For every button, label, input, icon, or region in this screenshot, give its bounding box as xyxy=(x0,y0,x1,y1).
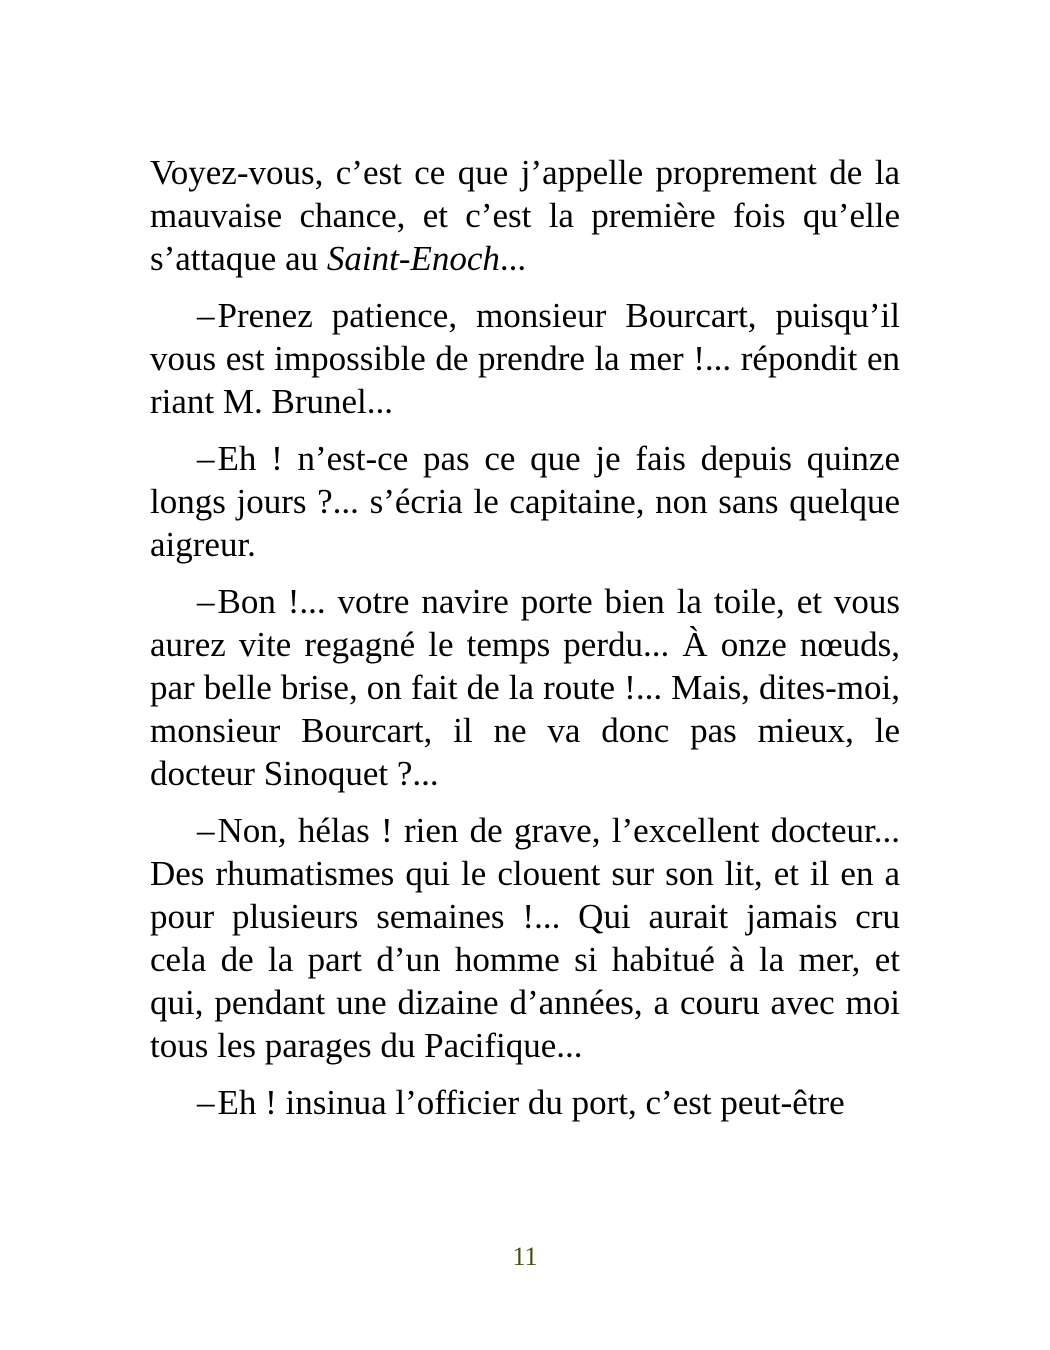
dialogue-dash: – xyxy=(197,582,215,621)
paragraph-1 xyxy=(150,151,900,280)
paragraph-1-text-before: Voyez-vous, c’est ce que j’appelle proprement de la mauvaise chance, et c’est la première fois qu’elle s’attaque au xyxy=(150,153,900,278)
paragraph-2 xyxy=(150,294,900,423)
dialogue-dash: – xyxy=(197,811,215,850)
paragraph-5-text: Non, hélas ! rien de grave, l’excellent docteur... Des rhumatismes qui le clouent sur son lit, et il en a pour plusieurs semaines !... Qui aurait jamais cru cela de la part d’un homme si habitué à la mer, et qui, pendant une dizaine d’années, a couru avec moi tous les parages du Pacifique... xyxy=(150,811,900,1065)
dialogue-dash: – xyxy=(197,439,215,478)
paragraph-3 xyxy=(150,437,900,566)
paragraph-3-text: Eh ! n’est-ce pas ce que je fais depuis quinze longs jours ?... s’écria le capitaine, non sans quelque aigreur. xyxy=(150,439,900,564)
dialogue-dash: – xyxy=(197,1083,215,1122)
dialogue-dash: – xyxy=(197,296,215,335)
paragraph-6-text: Eh ! insinua l’officier du port, c’est peut-être xyxy=(217,1083,845,1122)
paragraph-2-text: Prenez patience, monsieur Bourcart, puisqu’il vous est impossible de prendre la mer !... répondit en riant M. Brunel... xyxy=(150,296,900,421)
paragraph-6 xyxy=(150,1081,900,1124)
paragraph-4-text: Bon !... votre navire porte bien la toile, et vous aurez vite regagné le temps perdu... À onze nœuds, par belle brise, on fait de la route !... Mais, dites-moi, monsieur Bourcart, il ne va donc pas mieux, le docteur Sinoquet ?... xyxy=(150,582,900,793)
page-number: 11 xyxy=(512,1242,538,1271)
paragraph-5 xyxy=(150,809,900,1067)
body-text xyxy=(150,151,900,1124)
paragraph-1-text-after: ... xyxy=(499,239,527,278)
paragraph-4 xyxy=(150,580,900,795)
ship-name-italic: Saint-Enoch xyxy=(326,239,500,278)
